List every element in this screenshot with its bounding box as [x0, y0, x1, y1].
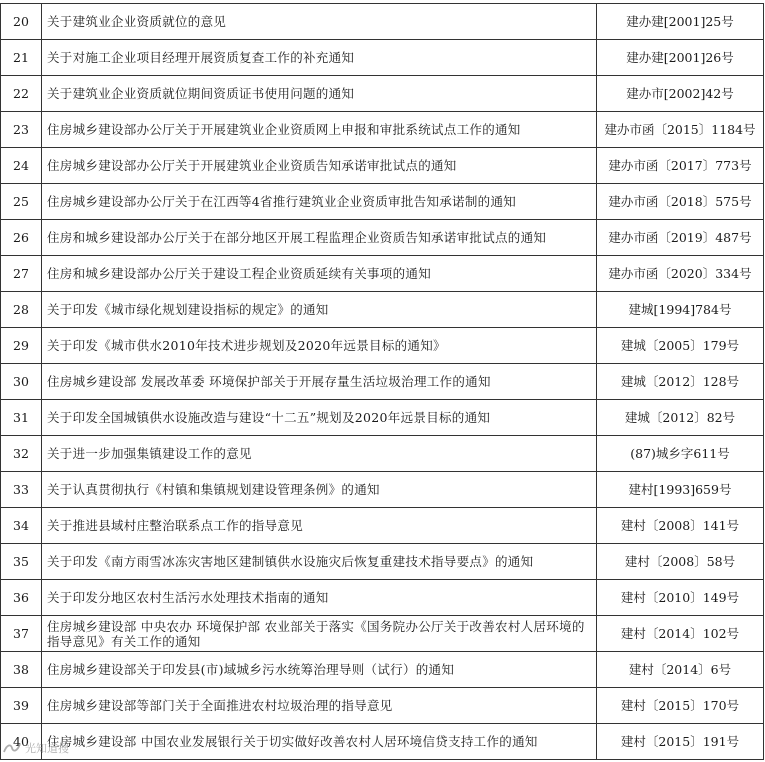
document-table	[0, 3, 764, 760]
row-number: 36	[1, 580, 42, 616]
document-number: 建办市函〔2015〕1184号	[597, 112, 764, 148]
table-row	[1, 292, 764, 328]
document-number: 建村〔2014〕102号	[597, 616, 764, 652]
row-number: 21	[1, 40, 42, 76]
document-title: 住房城乡建设部 中央农办 环境保护部 农业部关于落实《国务院办公厅关于改善农村人居环境的指导意见》有关工作的通知	[42, 616, 597, 652]
table-row	[1, 508, 764, 544]
document-number: 建办市函〔2018〕575号	[597, 184, 764, 220]
table-row	[1, 724, 764, 760]
document-number: 建办建[2001]25号	[597, 4, 764, 40]
document-title: 关于建筑业企业资质就位期间资质证书使用问题的通知	[42, 76, 597, 112]
table-row	[1, 256, 764, 292]
document-title: 住房城乡建设部办公厅关于在江西等4省推行建筑业企业资质审批告知承诺制的通知	[42, 184, 597, 220]
table-row	[1, 40, 764, 76]
table-row	[1, 328, 764, 364]
document-number: 建办市[2002]42号	[597, 76, 764, 112]
row-number: 28	[1, 292, 42, 328]
row-number: 25	[1, 184, 42, 220]
document-number: 建村〔2014〕6号	[597, 652, 764, 688]
document-title: 关于印发分地区农村生活污水处理技术指南的通知	[42, 580, 597, 616]
table-row	[1, 652, 764, 688]
row-number: 22	[1, 76, 42, 112]
document-number: 建办建[2001]26号	[597, 40, 764, 76]
table-row	[1, 688, 764, 724]
document-number: 建城[1994]784号	[597, 292, 764, 328]
table-row	[1, 148, 764, 184]
table-row	[1, 400, 764, 436]
document-number: 建村〔2015〕170号	[597, 688, 764, 724]
document-title: 关于印发《南方雨雪冰冻灾害地区建制镇供水设施灾后恢复重建技术指导要点》的通知	[42, 544, 597, 580]
document-title: 关于建筑业企业资质就位的意见	[42, 4, 597, 40]
table-row	[1, 436, 764, 472]
document-title: 住房城乡建设部 中国农业发展银行关于切实做好改善农村人居环境信贷支持工作的通知	[42, 724, 597, 760]
document-title: 住房城乡建设部 发展改革委 环境保护部关于开展存量生活垃圾治理工作的通知	[42, 364, 597, 400]
row-number: 23	[1, 112, 42, 148]
table-body	[1, 4, 764, 760]
table-row	[1, 544, 764, 580]
row-number: 30	[1, 364, 42, 400]
document-title: 关于印发《城市绿化规划建设指标的规定》的通知	[42, 292, 597, 328]
document-number: 建村〔2010〕149号	[597, 580, 764, 616]
row-number: 32	[1, 436, 42, 472]
document-title: 关于认真贯彻执行《村镇和集镇规划建设管理条例》的通知	[42, 472, 597, 508]
document-number: (87)城乡字611号	[597, 436, 764, 472]
row-number: 24	[1, 148, 42, 184]
document-title: 住房城乡建设部办公厅关于开展建筑业企业资质告知承诺审批试点的通知	[42, 148, 597, 184]
document-title: 住房城乡建设部办公厅关于开展建筑业企业资质网上申报和审批系统试点工作的通知	[42, 112, 597, 148]
document-title: 关于印发《城市供水2010年技术进步规划及2020年远景目标的通知》	[42, 328, 597, 364]
document-number: 建村〔2008〕141号	[597, 508, 764, 544]
document-number: 建办市函〔2019〕487号	[597, 220, 764, 256]
row-number: 40	[1, 724, 42, 760]
document-number: 建村〔2008〕58号	[597, 544, 764, 580]
row-number: 27	[1, 256, 42, 292]
document-title: 住房和城乡建设部办公厅关于在部分地区开展工程监理企业资质告知承诺审批试点的通知	[42, 220, 597, 256]
document-number: 建办市函〔2020〕334号	[597, 256, 764, 292]
document-number: 建办市函〔2017〕773号	[597, 148, 764, 184]
document-title: 关于进一步加强集镇建设工作的意见	[42, 436, 597, 472]
document-number: 建村[1993]659号	[597, 472, 764, 508]
row-number: 20	[1, 4, 42, 40]
document-title: 住房城乡建设部关于印发县(市)域城乡污水统筹治理导则（试行）的通知	[42, 652, 597, 688]
table-row	[1, 580, 764, 616]
document-title: 住房和城乡建设部办公厅关于建设工程企业资质延续有关事项的通知	[42, 256, 597, 292]
row-number: 38	[1, 652, 42, 688]
document-title: 关于推进县域村庄整治联系点工作的指导意见	[42, 508, 597, 544]
row-number: 29	[1, 328, 42, 364]
table-row	[1, 4, 764, 40]
row-number: 31	[1, 400, 42, 436]
row-number: 26	[1, 220, 42, 256]
table-row	[1, 220, 764, 256]
document-title: 关于对施工企业项目经理开展资质复查工作的补充通知	[42, 40, 597, 76]
document-number: 建城〔2012〕82号	[597, 400, 764, 436]
row-number: 34	[1, 508, 42, 544]
row-number: 35	[1, 544, 42, 580]
document-title: 关于印发全国城镇供水设施改造与建设“十二五”规划及2020年远景目标的通知	[42, 400, 597, 436]
table-row	[1, 616, 764, 652]
document-number: 建城〔2012〕128号	[597, 364, 764, 400]
row-number: 39	[1, 688, 42, 724]
table-row	[1, 112, 764, 148]
table-row	[1, 364, 764, 400]
row-number: 37	[1, 616, 42, 652]
table-row	[1, 76, 764, 112]
watermark-text: 光知道搜	[25, 742, 69, 755]
document-number: 建村〔2015〕191号	[597, 724, 764, 760]
document-number: 建城〔2005〕179号	[597, 328, 764, 364]
table-row	[1, 184, 764, 220]
document-title: 住房城乡建设部等部门关于全面推进农村垃圾治理的指导意见	[42, 688, 597, 724]
row-number: 33	[1, 472, 42, 508]
table-row	[1, 472, 764, 508]
